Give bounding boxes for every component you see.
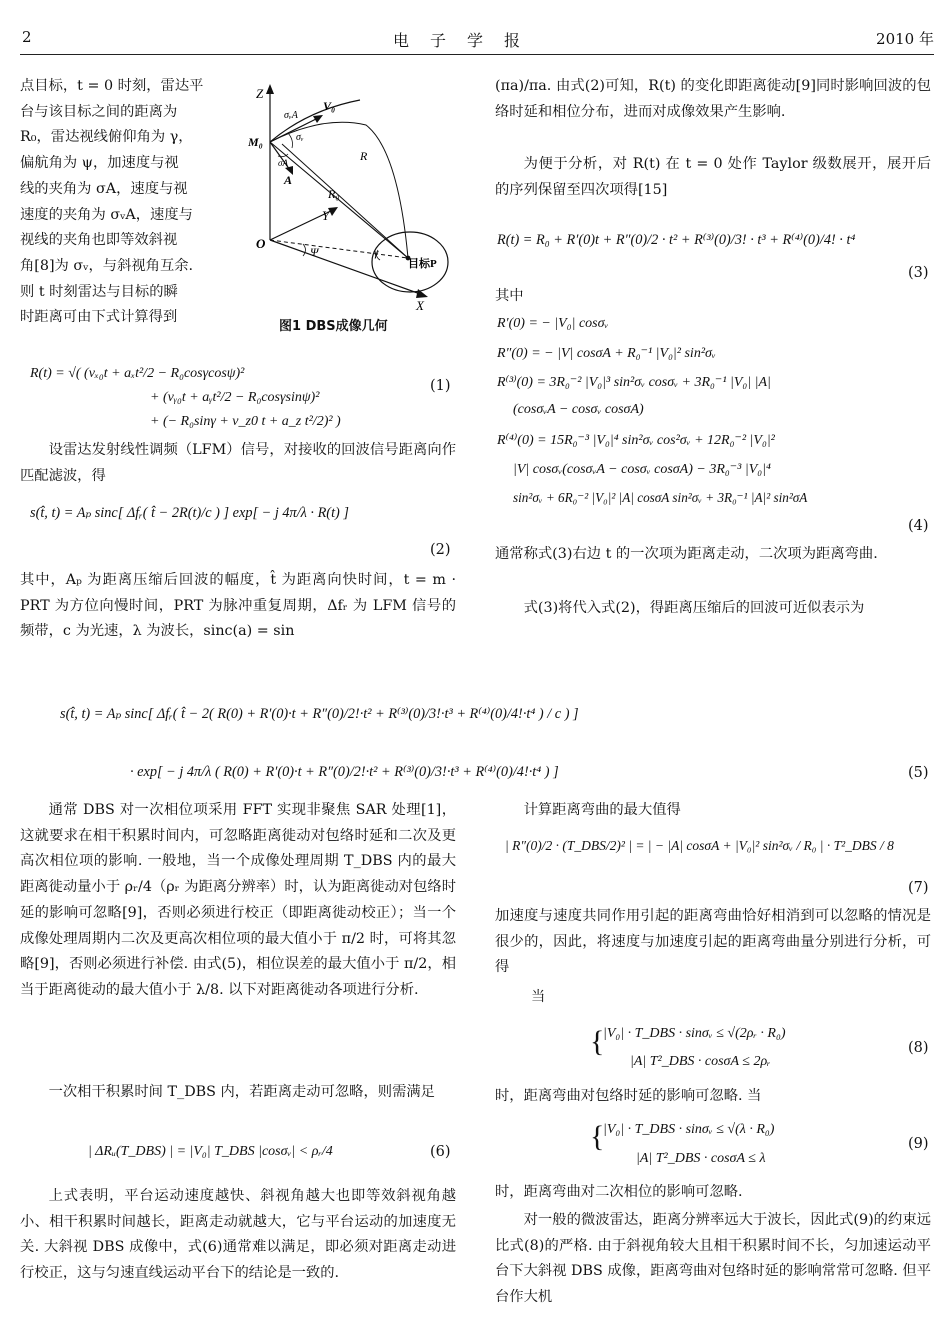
sigma-va-label: σᵥA — [284, 110, 298, 121]
right-paragraph-1: (πa)/πa. 由式(2)可知，R(t) 的变化即距离徙动[9]同时影响回波的包络时延和相位分布，进而对成像效果产生影响. — [495, 78, 931, 120]
eq4-number: (4) — [908, 518, 929, 534]
text-line: 视线的夹角也即等效斜视 — [20, 232, 178, 249]
eq8-line1: |V₀| · T_DBS · sinσᵥ ≤ √(2ρᵣ · R₀) — [603, 1026, 786, 1041]
text-line: 则 t 时刻雷达与目标的瞬 — [20, 283, 178, 300]
m0-label: M₀ — [248, 135, 263, 149]
eq3-number: (3) — [908, 265, 929, 281]
year: 2010 年 — [876, 30, 934, 48]
eq1-number: (1) — [430, 378, 451, 394]
axis-y-label: Y — [322, 208, 330, 223]
where-label: 其中 — [495, 288, 524, 304]
right-paragraph-microwave: 对一般的微波雷达，距离分辨率远大于波长，因此式(9)的约束远比式(8)的严格. 由于斜视角较大且相干积累时间不长，匀加速运动平台下大斜视 DBS 成像，距离弯曲对包络时延的影响常常可忽略. 但平台作大机 — [495, 1212, 931, 1306]
text-line: 时距离可由下式计算得到 — [20, 309, 178, 326]
eq9-line2: |A| T²_DBS · cosσA ≤ λ — [636, 1151, 766, 1166]
gamma-label: γ — [374, 247, 379, 259]
left-paragraph-fft: 通常 DBS 对一次相位项采用 FFT 实现非聚焦 SAR 处理[1]，这就要求在相干积累时间内，可忽略距离徙动对包络时延和二次及更高次相位项的影响. 一般地，当一个成像处理周期 T_DBS 内的最大距离徙动量小于 ρᵣ/4（ρᵣ 为距离分辨率）时，认为距离徙动对包络时延的影响可忽略[9]，否则必须进行校正（即距离徙动校正）；当一个成像处理周期内二次及更高次相位项的最大值小于 π/2 时，可将其忽略[9]，否则必须进行补偿. 由式(5)，相位误差的最大值小于 π/2，相当于距离徙动的最大值小于 λ/8. 以下对距离徙动各项进行分析. — [20, 802, 456, 998]
eq5-line2: · exp[ − j 4π/λ ( R(0) + R′(0)·t + R″(0)/2!·t² + R⁽³⁾(0)/3!·t³ + R⁽⁴⁾(0)/4!·t⁴ ) ] — [130, 764, 559, 780]
text-line: 线的夹角为 σA，速度与视 — [20, 180, 188, 197]
header-rule — [20, 54, 934, 55]
v0-label: V₀ — [323, 99, 336, 113]
page-number: 2 — [22, 28, 32, 46]
dbs-geometry-figure — [248, 70, 468, 338]
axis-x-label: X — [416, 298, 424, 313]
eq5-line1: s(t̂, t) = Aₚ sinc[ Δfᵣ( t̂ − 2( R(0) + R′(0)·t + R″(0)/2!·t² + R⁽³⁾(0)/3!·t³ + R⁽⁴⁾(0)/4!·t⁴ ) / c ) ] — [60, 706, 579, 722]
right-paragraph-taylor: 为便于分析，对 R(t) 在 t = 0 处作 Taylor 级数展开，展开后的序列保留至四次项得[15] — [495, 156, 931, 198]
eq4-line3: R⁽³⁾(0) = 3R₀⁻² |V₀|³ sin²σᵥ cosσᵥ + 3R₀⁻¹ |V₀| |A| — [497, 375, 771, 390]
text-line: 台与该目标之间的距离为 — [20, 103, 178, 120]
left-paragraph-conclusion: 上式表明，平台运动速度越快、斜视角越大也即等效斜视角越小、相干积累时间越长，距离走动就越大，它与平台运动的加速度无关. 大斜视 DBS 成像中，式(6)通常难以满足，即必须对距离走动进行校正，这与匀速直线运动平台下的结论是一致的. — [20, 1188, 456, 1282]
right-paragraph-phase: 时，距离弯曲对二次相位的影响可忽略. — [495, 1184, 743, 1200]
eq8-number: (8) — [908, 1040, 929, 1056]
axis-z-label: Z — [256, 86, 264, 101]
target-label: 目标P — [408, 258, 437, 270]
psi-label: Ψ — [310, 245, 319, 259]
eq9-line1: |V₀| · T_DBS · sinσᵥ ≤ √(λ · R₀) — [603, 1122, 775, 1137]
text-line: R₀，雷达视线俯仰角为 γ， — [20, 129, 193, 146]
right-paragraph-substitute: 式(3)将代入式(2)，得距离压缩后的回波可近似表示为 — [523, 600, 865, 616]
eq2-number: (2) — [430, 542, 451, 558]
running-header — [0, 28, 950, 52]
right-paragraph-curvature: 计算距离弯曲的最大值得 — [523, 802, 681, 818]
eq8-line2: |A| T²_DBS · cosσA ≤ 2ρᵣ — [630, 1054, 771, 1069]
left-paragraph-walk-condition: 一次相干积累时间 T_DBS 内，若距离走动可忽略，则需满足 — [48, 1084, 435, 1100]
eq1-line1: R(t) = √( (vₓ₀t + aₓt²/2 − R₀cosγcosψ)² — [30, 366, 245, 381]
r0-label: R₀ — [328, 187, 340, 201]
right-paragraph-envelope: 时，距离弯曲对包络时延的影响可忽略. 当 — [495, 1088, 762, 1104]
text-line: 点目标，t = 0 时刻，雷达平 — [20, 78, 204, 94]
sigma-a-label: σA — [278, 158, 288, 168]
figure-caption: 图1 DBS成像几何 — [279, 319, 388, 334]
eq5-number: (5) — [908, 765, 929, 781]
left-intro-paragraph — [20, 74, 238, 331]
eq1-line3: + (− R₀sinγ + v_z0 t + a_z t²/2)² ) — [150, 414, 341, 429]
a-label: A — [284, 173, 293, 187]
eq7-number: (7) — [908, 880, 929, 896]
right-paragraph-analysis: 加速度与速度共同作用引起的距离弯曲恰好相消到可以忽略的情况是很少的，因此，将速度与加速度引起的距离弯曲量分别进行分析，可得 — [495, 908, 931, 976]
r-label: R — [360, 149, 368, 163]
journal-title: 电子学报 — [393, 31, 542, 50]
eq2: s(t̂, t) = Aₚ sinc[ Δfᵣ( t̂ − 2R(t)/c ) ] exp[ − j 4π/λ · R(t) ] — [30, 505, 349, 521]
eq4-line6: |V| cosσᵥ(cosσᵥA − cosσᵥ cosσA) − 3R₀⁻³ |V₀|⁴ — [513, 462, 771, 477]
origin-label: O — [256, 236, 266, 251]
eq6: | ΔRᵤ(T_DBS) | = |V₀| T_DBS |cosσᵥ| < ρᵣ/4 — [88, 1144, 333, 1159]
eq8-brace: { — [590, 1025, 605, 1058]
when-label: 当 — [531, 989, 546, 1005]
eq9-number: (9) — [908, 1136, 929, 1152]
eq3: R(t) = R₀ + R′(0)t + R″(0)/2 · t² + R⁽³⁾(0)/3! · t³ + R⁽⁴⁾(0)/4! · t⁴ — [497, 232, 856, 248]
eq9-brace: { — [590, 1120, 605, 1153]
text-line: 角[8]为 σᵥ，与斜视角互余. — [20, 257, 194, 274]
eq4-line7: sin²σᵥ + 6R₀⁻² |V₀|² |A| cosσA sin²σᵥ + 3R₀⁻¹ |A|² sin²σA — [513, 490, 808, 505]
left-paragraph-where: 其中，Aₚ 为距离压缩后回波的幅度，t̂ 为距离向快时间，t = m · PRT 为方位向慢时间，PRT 为脉冲重复周期，Δfᵣ 为 LFM 信号的频带，c 为光速，λ 为波长，sinc(a) = sin — [20, 572, 456, 640]
text-line: 偏航角为 ψ，加速度与视 — [20, 155, 179, 172]
right-paragraph-walk: 通常称式(3)右边 t 的一次项为距离走动，二次项为距离弯曲. — [495, 546, 878, 562]
left-paragraph-lfm: 设雷达发射线性调频（LFM）信号，对接收的回波信号距离向作匹配滤波，得 — [20, 442, 456, 484]
eq4-line1: R′(0) = − |V₀| cosσᵥ — [497, 316, 609, 331]
sigma-v-label: σᵥ — [296, 132, 304, 143]
eq6-number: (6) — [430, 1144, 451, 1160]
eq7: | R″(0)/2 · (T_DBS/2)² | = | − |A| cosσA + |V₀|² sin²σᵥ / R₀ | · T²_DBS / 8 — [505, 838, 894, 853]
eq4-line5: R⁽⁴⁾(0) = 15R₀⁻³ |V₀|⁴ sin²σᵥ cos²σᵥ + 12R₀⁻² |V₀|² — [497, 433, 775, 448]
eq4-line4: (cosσᵥA − cosσᵥ cosσA) — [513, 402, 644, 417]
eq1-line2: + (vᵧ₀t + aᵧt²/2 − R₀cosγsinψ)² — [150, 390, 320, 405]
eq4-line2: R″(0) = − |V| cosσA + R₀⁻¹ |V₀|² sin²σᵥ — [497, 346, 716, 361]
geometry-diagram — [248, 70, 468, 320]
text-line: 速度的夹角为 σᵥA，速度与 — [20, 206, 193, 223]
